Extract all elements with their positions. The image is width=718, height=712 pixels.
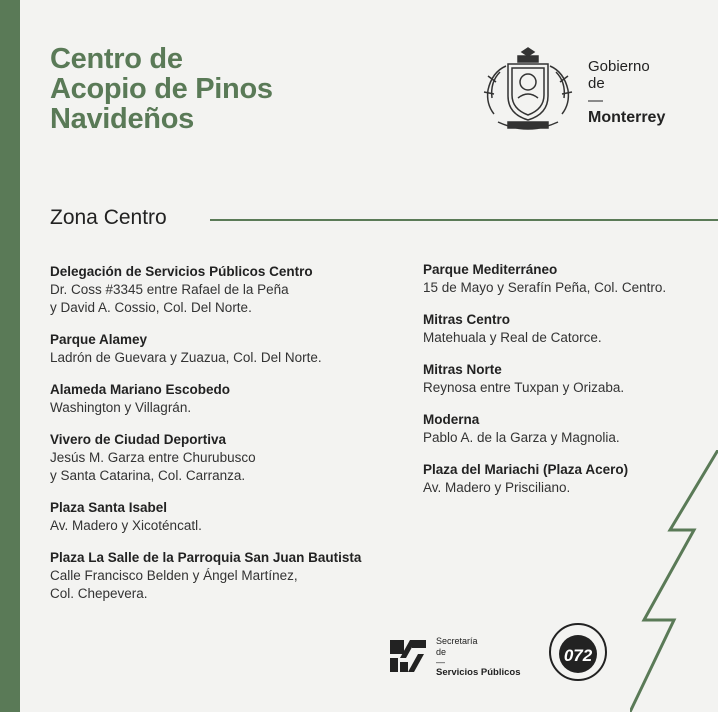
location-address: Dr. Coss #3345 entre Rafael de la Peña — [50, 282, 289, 297]
location-item — [423, 361, 713, 397]
location-address: Matehuala y Real de Catorce. — [423, 330, 602, 345]
pine-tree-outline-icon — [630, 450, 718, 712]
gov-dash: — — [588, 92, 603, 109]
zone-divider — [210, 219, 718, 221]
location-address: Av. Madero y Xicoténcatl. — [50, 518, 202, 533]
sp-line-3: Servicios Públicos — [436, 666, 521, 678]
location-address: y David A. Cossio, Col. Del Norte. — [50, 300, 252, 315]
location-item — [50, 381, 390, 417]
title-line-1: Centro de — [50, 43, 183, 75]
sp-dash: — — [436, 657, 445, 667]
location-name: Parque Mediterráneo — [423, 262, 558, 277]
location-address: Reynosa entre Tuxpan y Orizaba. — [423, 380, 625, 395]
location-address: Ladrón de Guevara y Zuazua, Col. Del Norte. — [50, 350, 322, 365]
secretaria-logo — [388, 634, 528, 684]
title-line-3: Navideños — [50, 103, 194, 135]
location-name: Plaza del Mariachi (Plaza Acero) — [423, 462, 629, 477]
location-name: Vivero de Ciudad Deportiva — [50, 432, 227, 447]
location-address: 15 de Mayo y Serafín Peña, Col. Centro. — [423, 280, 667, 295]
location-name: Mitras Norte — [423, 362, 502, 377]
left-accent-bar — [0, 0, 20, 712]
location-item — [423, 411, 713, 447]
location-name: Alameda Mariano Escobedo — [50, 382, 231, 397]
location-address: Washington y Villagrán. — [50, 400, 192, 415]
location-name: Plaza Santa Isabel — [50, 500, 168, 515]
location-name: Mitras Centro — [423, 312, 511, 327]
location-item — [50, 499, 390, 535]
secretaria-text — [436, 636, 520, 678]
location-name: Moderna — [423, 412, 480, 427]
servicios-publicos-logo-icon — [388, 636, 428, 676]
location-address: y Santa Catarina, Col. Carranza. — [50, 468, 246, 483]
location-name: Delegación de Servicios Públicos Centro — [50, 264, 313, 279]
government-logo — [478, 42, 698, 137]
location-address: Calle Francisco Belden y Ángel Martínez, — [50, 568, 298, 583]
sp-line-1: Secretaría — [436, 636, 478, 646]
location-item — [50, 431, 390, 485]
page-title — [50, 44, 273, 134]
072-badge-icon — [548, 622, 608, 682]
coat-of-arms-icon — [478, 42, 578, 137]
location-item — [423, 261, 713, 297]
locations-left-column — [50, 263, 390, 617]
location-item — [423, 311, 713, 347]
gov-city: Monterrey — [588, 109, 666, 126]
location-address: Av. Madero y Prisciliano. — [423, 480, 571, 495]
badge-number: 072 — [563, 646, 593, 665]
location-name: Parque Alamey — [50, 332, 148, 347]
location-name: Plaza La Salle de la Parroquia San Juan Bautista — [50, 550, 362, 565]
location-item — [50, 331, 390, 367]
zone-heading: Zona Centro — [50, 206, 167, 229]
sp-line-2: de — [436, 646, 447, 657]
location-address: Col. Chepevera. — [50, 586, 148, 601]
location-item — [50, 263, 390, 317]
gov-line-2: de — [588, 75, 605, 92]
gov-line-1: Gobierno — [588, 58, 650, 75]
government-text — [588, 58, 665, 126]
title-line-2: Acopio de Pinos — [50, 73, 273, 105]
location-address: Pablo A. de la Garza y Magnolia. — [423, 430, 620, 445]
location-item — [50, 549, 390, 603]
location-address: Jesús M. Garza entre Churubusco — [50, 450, 256, 465]
